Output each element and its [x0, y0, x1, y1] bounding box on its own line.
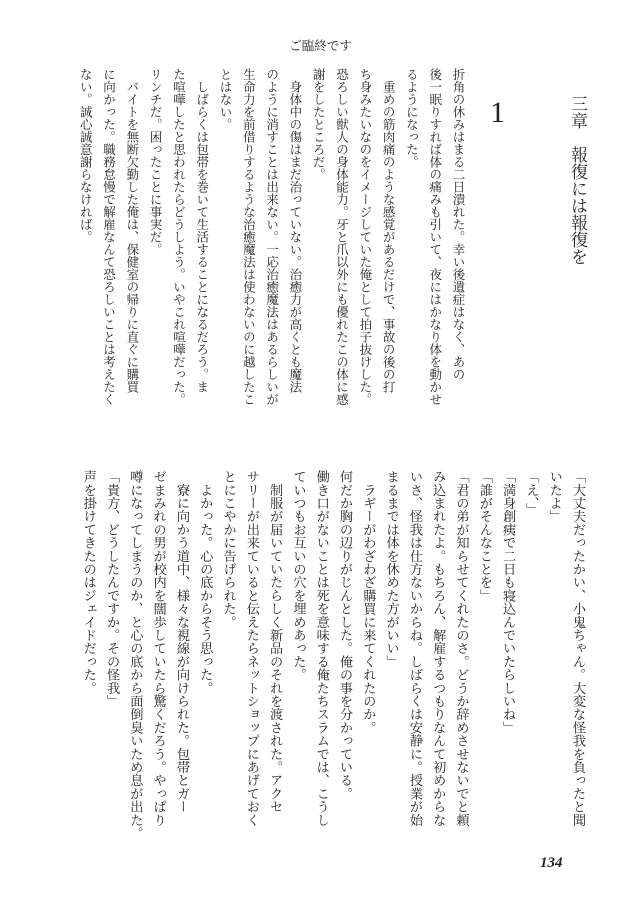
text-line: 「満身創痍で二日も寝込んでいたらしいね」 [500, 470, 516, 734]
text-line: 後一眠りすれば体の痛みも引いて、夜にはかなり体を動かせ [427, 68, 443, 406]
text-line: に向かった。職務怠慢で解雇なんて恐ろしいことは考えたく [101, 68, 117, 406]
text-line: 重めの筋肉痛のような感覚があるだけで、事故の後の打 [381, 68, 397, 393]
text-line: 制服が届いていたらしく新品のそれを渡された。アクセ [267, 470, 283, 814]
page-number: 134 [540, 855, 563, 871]
text-line: 寮に向かう道中、様々な視線が向けられた。包帯とガー [173, 470, 189, 814]
text-line: よかった。心の底からそう思った。 [197, 470, 213, 695]
text-line: 「君の弟が知らせてくれたのさ。どうか辞めさせないでと頼 [453, 470, 469, 827]
text-line: リンチだ。困ったことに事実だ。 [148, 68, 164, 256]
text-line: 噂になってしまうのか、と心の底から面倒臭いため息が出た。 [127, 470, 143, 840]
text-line: 声を掛けてきたのはジェイドだった。 [80, 470, 96, 695]
text-line: 働き口がないことは死を意味する俺たちスラムでは、こうし [313, 470, 329, 827]
text-line: 「大丈夫だったかい、小鬼ちゃん。大変な怪我を負ったと聞 [570, 470, 585, 827]
text-line: サリーが出来ていると伝えたらネットショップにあげておく [243, 470, 259, 827]
text-line: 何だか胸の辺りがじんとした。俺の事を分かっている。 [337, 470, 353, 800]
text-line: まるまでは体を休めた方がいい」 [383, 470, 399, 668]
text-line: 「貴方、どうしたんですか。その怪我」 [104, 470, 120, 708]
text-line: み込まれたよ。もちろん、解雇するつもりなんて初めからな [430, 470, 446, 827]
section-number: 1 [490, 96, 505, 129]
text-line: のように消すことは出来ない。一応治癒魔法はあるらしいが [264, 68, 280, 406]
text-line: ない。誠心誠意謝らなければ。 [78, 68, 94, 243]
text-line: 身体中の傷はまだ治っていない。治癒力が高くとも魔法 [287, 68, 303, 393]
text-line: ち身みたいなのをイメージしていた俺として拍子抜けした。 [357, 68, 373, 406]
text-line: しばらくは包帯を巻いて生活することになるだろう。ま [194, 68, 210, 393]
text-line: 「え、」 [523, 470, 539, 517]
text-line: 恐ろしい獣人の身体能力。牙と爪以外にも優れたこの体に感 [334, 68, 350, 406]
text-line: ラギーがわざわざ購買に来てくれたのか。 [360, 470, 376, 734]
text-line: 「誰がそんなことを」 [476, 470, 492, 602]
text-line: バイトを無断欠勤した俺は、保健室の帰りに直ぐに購買 [124, 68, 140, 393]
text-line: いさ、怪我は仕方ないからね。しばらくは安静に。授業が始 [406, 470, 422, 827]
text-line: た喧嘩したと思われたらどうしよう。いやこれ喧嘩だった。 [171, 68, 187, 406]
text-line: 折角の休みはまる二日潰れた。幸い後遺症はなく、あの [451, 68, 466, 381]
text-line: ていつもお互いの穴を埋めあった。 [290, 470, 306, 682]
text-line: とはない。 [218, 68, 234, 131]
text-line: るようになった。 [404, 68, 420, 168]
text-line: いたよ」 [546, 470, 562, 523]
text-line: ゼまみれの男が校内を闊歩していたら驚くだろう。やっぱり [150, 470, 166, 827]
text-line: とにこやかに告げられた。 [220, 470, 236, 629]
chapter-title: 三章 報復には報復を [567, 95, 587, 265]
text-line: 生命力を前借りするような治癒魔法は使わないのに越したこ [241, 68, 257, 406]
body-text-lower [76, 470, 589, 840]
running-header: ご臨終です [289, 38, 352, 53]
text-line: 謝をしたところだ。 [311, 68, 327, 181]
body-text-upper [73, 68, 470, 413]
